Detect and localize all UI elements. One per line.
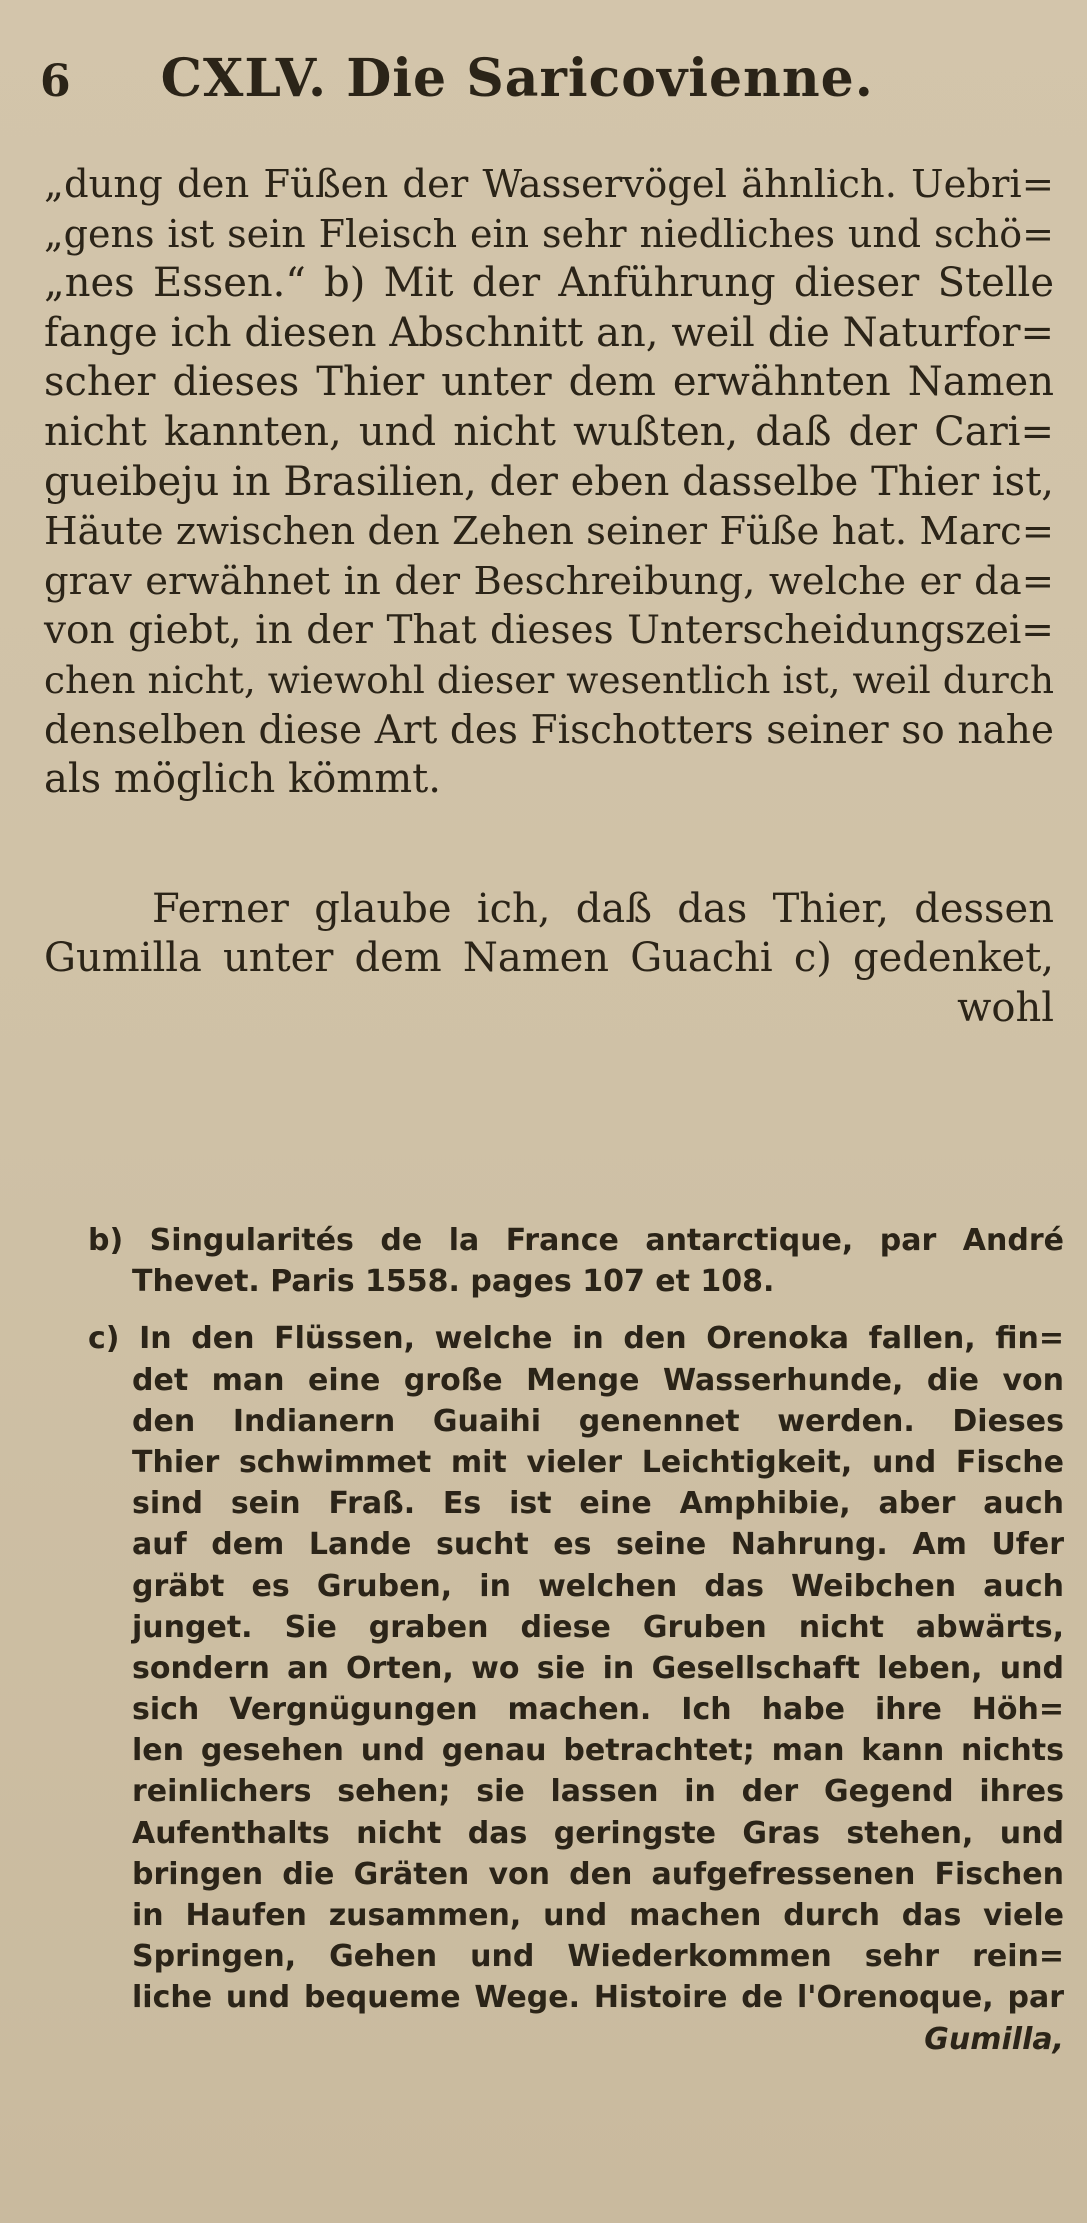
footnote-line: Gumilla, (924, 2021, 1064, 2057)
footnote-line: c) In den Flüssen, welche in den Orenoka fallen, fin= (88, 1321, 1064, 1357)
footnote-line: det man eine große Menge Wasserhunde, die von (132, 1362, 1064, 1398)
text-line: von giebt, in der That dieses Unterscheidungszei= (44, 608, 1054, 654)
text-line: „dung den Füßen der Wasservögel ähnlich. Uebri= (44, 162, 1054, 207)
catchword: wohl (957, 984, 1054, 1031)
footnote-line: Thevet. Paris 1558. pages 107 et 108. (132, 1264, 775, 1300)
text-line: „gens ist sein Fleisch ein sehr niedliches und schö= (44, 211, 1054, 256)
footnote-line: sondern an Orten, wo sie in Gesellschaft leben, und (132, 1650, 1064, 1686)
text-line: Gumilla unter dem Namen Guachi c) gedenket, (44, 935, 1054, 982)
page-number: 6 (40, 56, 71, 107)
footnote-line: sich Vergnügungen machen. Ich habe ihre Höh= (132, 1692, 1064, 1728)
footnote-line: Thier schwimmet mit vieler Leichtigkeit, und Fische (132, 1444, 1064, 1480)
footnote-line: Springen, Gehen und Wiederkommen sehr rein= (132, 1939, 1064, 1975)
text-line: als möglich kömmt. (44, 756, 441, 803)
text-line: „nes Essen.“ b) Mit der Anführung dieser Stelle (44, 260, 1054, 307)
footnote-line: junget. Sie graben diese Gruben nicht abwärts, (132, 1609, 1064, 1645)
text-line: gueibeju in Brasilien, der eben dasselbe Thier ist, (44, 458, 1054, 505)
footnote-line: auf dem Lande sucht es seine Nahrung. Am Ufer (132, 1527, 1064, 1563)
running-title: CXLV. Die Saricovienne. (160, 48, 874, 109)
text-line: scher dieses Thier unter dem erwähnten Namen (44, 359, 1054, 406)
text-line: fange ich diesen Abschnitt an, weil die Naturfor= (44, 309, 1054, 356)
text-line: nicht kannten, und nicht wußten, daß der Cari= (44, 408, 1054, 455)
footnote-line: den Indianern Guaihi genennet werden. Dieses (132, 1403, 1064, 1439)
footnote-b (88, 1220, 1064, 1302)
footnote-line: reinlichers sehen; sie lassen in der Gegend ihres (132, 1774, 1064, 1810)
footnote-line: Aufenthalts nicht das geringste Gras stehen, und (132, 1815, 1064, 1851)
footnote-c (88, 1318, 1064, 2059)
page-header (40, 48, 1050, 118)
footnote-line: liche und bequeme Wege. Histoire de l'Orenoque, par (132, 1980, 1064, 2016)
footnote-line: len gesehen und genau betrachtet; man kann nichts (132, 1733, 1064, 1769)
text-line: grav erwähnet in der Beschreibung, welche er da= (44, 558, 1054, 604)
footnote-line: b) Singularités de la France antarctique, par André (88, 1223, 1064, 1258)
text-line: Häute zwischen den Zehen seiner Füße hat. Marc= (44, 509, 1054, 555)
text-line: Ferner glaube ich, daß das Thier, dessen (152, 885, 1054, 932)
paragraph-gap (44, 805, 1054, 885)
main-text (44, 160, 1054, 1034)
footnote-line: sind sein Fraß. Es ist eine Amphibie, aber auch (132, 1486, 1064, 1522)
footnotes (88, 1220, 1064, 2060)
paragraph (44, 885, 1054, 1034)
paragraph (44, 160, 1054, 805)
footnote-line: gräbt es Gruben, in welchen das Weibchen auch (132, 1568, 1064, 1604)
footnote-gap (88, 1302, 1064, 1318)
text-line: chen nicht, wiewohl dieser wesentlich ist, weil durch (44, 657, 1054, 702)
footnote-line: bringen die Gräten von den aufgefressenen Fischen (132, 1856, 1064, 1892)
text-line: denselben diese Art des Fischotters seiner so nahe (44, 707, 1054, 753)
footnote-line: in Haufen zusammen, und machen durch das viele (132, 1898, 1064, 1933)
